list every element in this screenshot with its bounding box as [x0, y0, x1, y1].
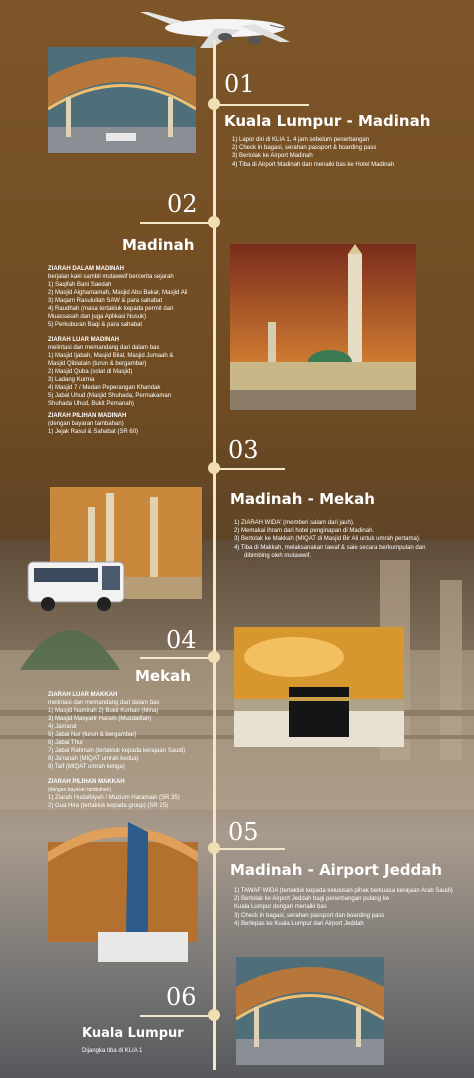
- list-item: 4) Tiba di Airport Madinah dan menaiki bas ke Hotel Madinah: [232, 161, 395, 168]
- list-item: melintasi dan memandang dari dalam bas: [48, 700, 160, 706]
- list-item: Muassasah dan juga Aplikasi Nusuk): [48, 314, 147, 320]
- list-item: 1) Saqifah Bani Saedah: [48, 282, 112, 288]
- timeline-dot-06: [208, 1009, 220, 1021]
- list-item: berjalan kaki sambil mutawwif bercerita sejarah: [48, 274, 174, 280]
- list-item: 4) Raudhah (masa tertakluk kepada permit dari: [48, 306, 174, 312]
- madinah-ziarah-pilihan: [48, 412, 218, 436]
- list-item: 2) Gua Hira (tertakluk kepada group) (SR 25): [48, 803, 169, 809]
- list-item: 6) Jabal Thur: [48, 740, 84, 746]
- list-item: 4) Jamarat: [48, 724, 77, 730]
- ziarah-dalam-heading: ZIARAH DALAM MADINAH: [48, 266, 124, 272]
- ziarah-luar-makkah-heading: ZIARAH LUAR MAKKAH: [48, 692, 118, 698]
- list-item: 1) Jejak Rasul & Sahabat (SR 60): [48, 429, 139, 435]
- divider-02: [140, 222, 212, 224]
- timeline-line: [213, 40, 216, 1070]
- list-item: 9) Taif (MIQAT umrah ketiga): [48, 764, 125, 770]
- step-number-04: 04: [166, 626, 197, 654]
- ziarah-luar-heading: ZIARAH LUAR MADINAH: [48, 337, 119, 343]
- list-item: 1) Ziarah Hudaibiyah / Muzium Haramain (SR 35): [48, 795, 180, 801]
- step-list-03: [234, 519, 425, 560]
- list-item: 4) Tiba di Makkah, melaksanakan tawaf & saie secara berkumpulan dan: [234, 544, 426, 551]
- madinah-ziarah-luar: [48, 336, 218, 408]
- step-number-05: 05: [228, 818, 259, 846]
- madinah-ziarah-dalam: [48, 265, 218, 329]
- list-item: 5) Perkuburan Baqi & para sahabat: [48, 322, 143, 328]
- list-item: melintasi dan memandang dari dalam bas: [48, 345, 160, 351]
- ziarah-pilihan-heading: ZIARAH PILIHAN MADINAH: [48, 413, 127, 419]
- bus-photo: [26, 556, 128, 614]
- step-number-02: 02: [167, 190, 198, 218]
- list-item: 1) ZIARAH WIDA' (memberi salam dari jauh).: [234, 520, 355, 526]
- list-item: 3) Check in bagasi, serahan passport dan boarding pass: [234, 912, 385, 919]
- kaaba-photo: [234, 627, 404, 747]
- list-item: 5) Jabal Uhud (Masjid Shuhada, Permakaman: [48, 393, 172, 399]
- divider-04: [140, 657, 212, 659]
- timeline-dot-05: [208, 842, 220, 854]
- timeline-dot-03: [208, 462, 220, 474]
- step-title-02: Madinah: [122, 236, 195, 254]
- list-item: 4) Berlepas ke Kuala Lumpur dari Airport Jeddah: [234, 920, 364, 927]
- step-title-04: Mekah: [135, 667, 191, 685]
- list-item: 1) Masjid Namirah 2) Bukit Korban (Mina): [48, 708, 159, 714]
- step-title-01: Kuala Lumpur - Madinah: [224, 112, 431, 130]
- list-item: 3) Maqam Rasulullah SAW & para sahabat: [48, 298, 163, 304]
- list-item: Shuhada Uhud, Bukit Pemanah): [48, 401, 135, 407]
- makkah-ziarah-pilihan: [48, 778, 218, 810]
- ziarah-pilihan-makkah-heading: ZIARAH PILIHAN MAKKAH: [48, 779, 125, 785]
- list-item: (dengan bayaran tambahan): [48, 787, 112, 793]
- list-item: 3) Bertolak ke Airport Madinah: [232, 153, 313, 160]
- klia-arrival-photo: [236, 957, 384, 1065]
- list-item: 2) Masjid Quba (solat di Masjid): [48, 369, 133, 375]
- nabawi-mosque-photo: [230, 244, 416, 410]
- list-item: 1) TAWAF WIDA (tertakluk kepada kelulusan pihak berkuasa kerajaan Arab Saudi): [234, 888, 453, 894]
- divider-05: [219, 848, 285, 850]
- list-item: 2) Check in bagasi, serahan passport & boarding pass: [232, 145, 377, 152]
- list-item: Kuala Lumpur dengan menaiki bas: [234, 904, 327, 911]
- step-title-05: Madinah - Airport Jeddah: [230, 861, 443, 879]
- divider-06: [140, 1015, 212, 1017]
- list-item: 8) Ja'ranah (MIQAT umrah kedua): [48, 756, 139, 762]
- jeddah-tower-photo: [48, 822, 198, 962]
- list-item: 1) Masjid Ijabah, Masjid Bilal, Masjid Jumaah &: [48, 353, 174, 359]
- list-item: 7) Jabal Rahmah (tertakluk kepada kerajaan Saudi): [48, 748, 186, 754]
- list-item: 1) Lapor diri di KLIA 1, 4 jam sebelum penerbangan: [232, 137, 370, 143]
- step-number-01: 01: [224, 70, 255, 98]
- list-item: 2) Masjid Alghamamah, Masjid Abu Bakar, Masjid Ali: [48, 290, 188, 296]
- divider-01: [219, 104, 309, 106]
- step-list-05: [234, 887, 453, 928]
- list-item: 3) Ladang Kurma: [48, 377, 95, 383]
- list-item: 2) Bertolak ke Airport Jeddah bagi penerbangan pulang ke: [234, 896, 390, 903]
- list-item: 3) Masjid Masyarir Haram (Muzdalifah): [48, 716, 152, 722]
- step-number-03: 03: [228, 436, 259, 464]
- step-title-03: Madinah - Mekah: [230, 490, 375, 508]
- list-item: 5) Jabal Nur (turun & bergambar): [48, 732, 137, 738]
- timeline-dot-04: [208, 651, 220, 663]
- list-item: Masjid Qiblatain (turun & bergambar): [48, 361, 147, 367]
- airport-photo: [48, 47, 196, 153]
- list-item: (dengan bayaran tambahan): [48, 421, 124, 427]
- divider-03: [219, 468, 285, 470]
- list-item: 4) Masjid 7 / Medan Peperangan Khandak: [48, 385, 161, 391]
- list-item: 3) Bertolak ke Makkah (MIQAT di Masjid Bir Ali untuk umrah pertama).: [234, 536, 421, 543]
- step-number-06: 06: [166, 983, 197, 1011]
- timeline-dot-02: [208, 216, 220, 228]
- arrival-note: Dijangka tiba di KLIA 1: [82, 1048, 143, 1054]
- list-item: 2) Memakai ihram dari hotel penginapan di Madinah.: [234, 528, 375, 535]
- list-item: dibimbing oleh mutawwif.: [244, 552, 312, 559]
- makkah-ziarah-luar: [48, 691, 218, 771]
- step-title-06: Kuala Lumpur: [82, 1026, 184, 1041]
- step-list-01: [232, 136, 394, 169]
